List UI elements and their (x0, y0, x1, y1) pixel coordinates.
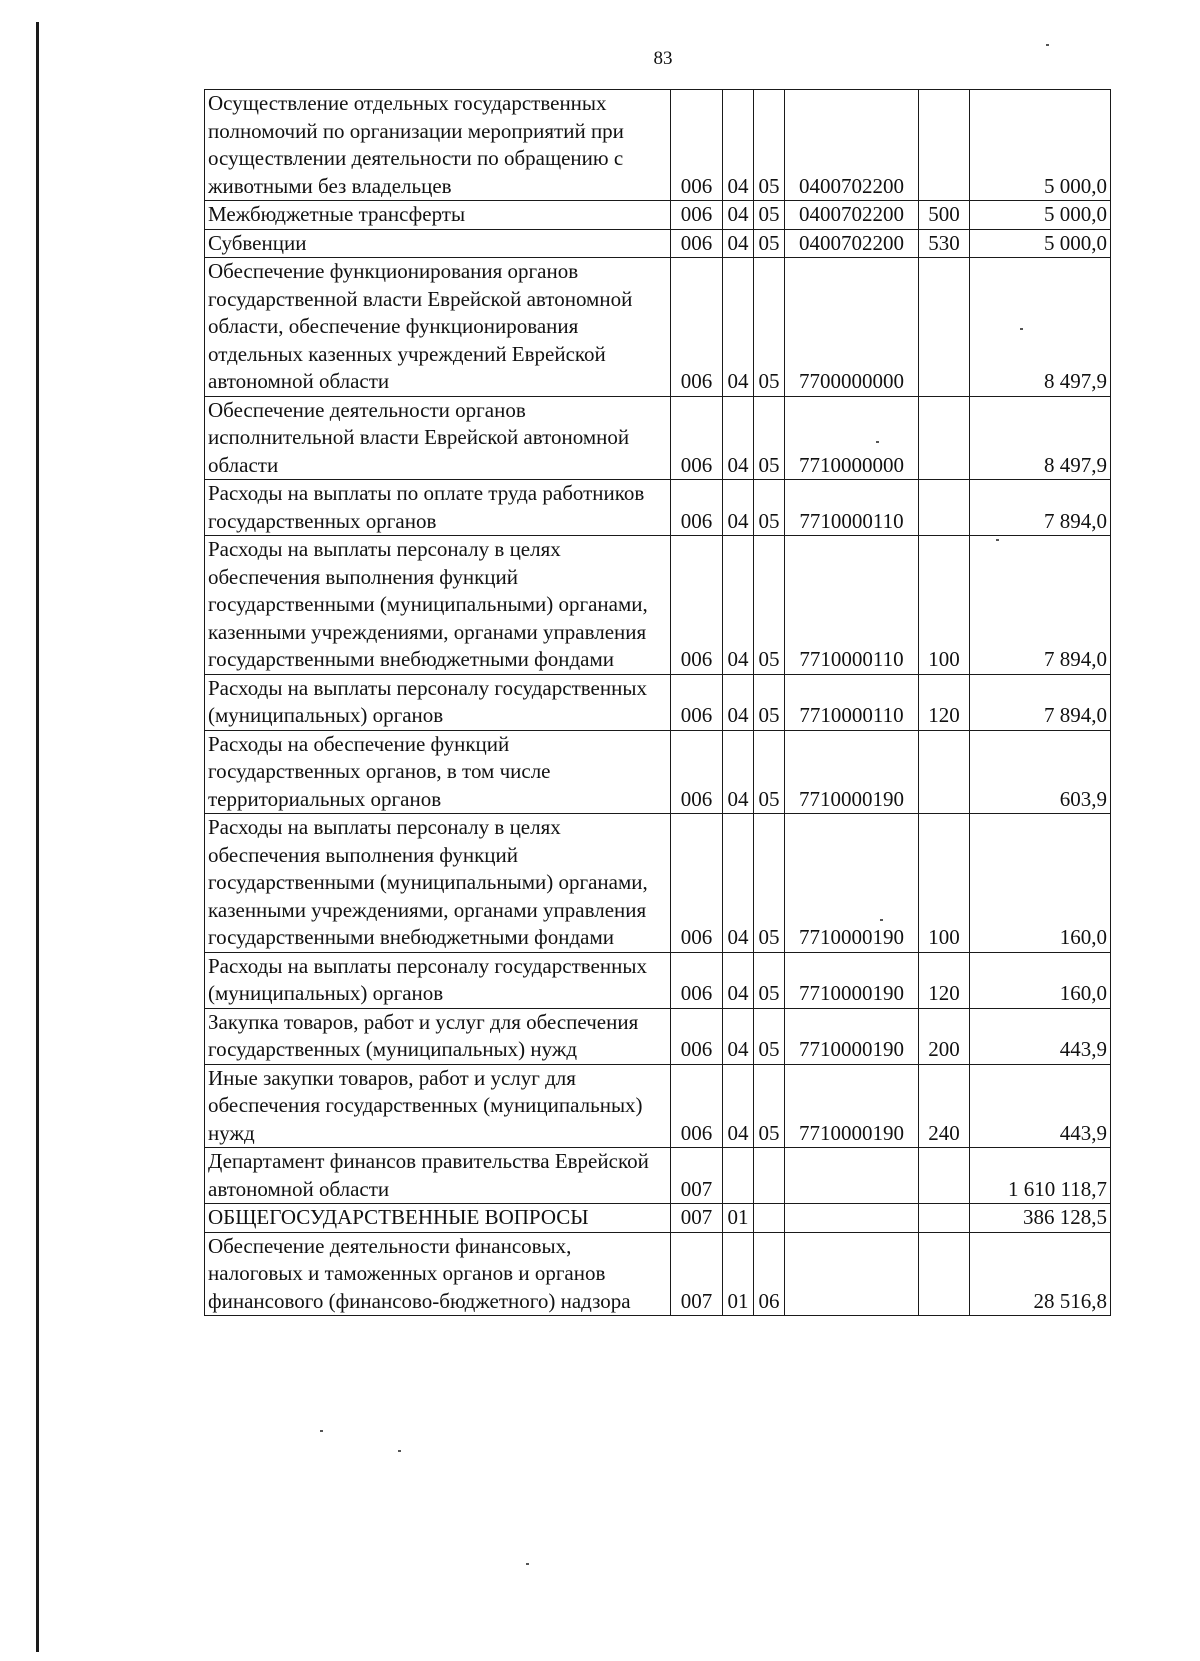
row-target-article (785, 1148, 919, 1204)
table-row (205, 1148, 1111, 1204)
row-section-code: 04 (723, 730, 754, 814)
table-row (205, 258, 1111, 397)
table-row (205, 201, 1111, 230)
row-sum: 7 894,0 (970, 536, 1111, 675)
row-target-article: 7710000190 (785, 1064, 919, 1148)
table-row (205, 229, 1111, 258)
scan-speck (526, 1563, 529, 1565)
row-subsection-code: 05 (754, 814, 785, 953)
row-target-article: 7710000110 (785, 674, 919, 730)
row-subsection-code: 05 (754, 229, 785, 258)
row-subsection-code: 05 (754, 201, 785, 230)
row-target-article: 7700000000 (785, 258, 919, 397)
row-section-code: 04 (723, 536, 754, 675)
row-sum: 603,9 (970, 730, 1111, 814)
row-section-code: 04 (723, 814, 754, 953)
scan-speck (880, 919, 883, 921)
row-section-code: 04 (723, 480, 754, 536)
row-name: Обеспечение функционирования органов государственной власти Еврейской автономной области, обеспечение функционирования отдельных казенных учреждений Еврейской автономной области (205, 258, 671, 397)
row-subsection-code: 05 (754, 258, 785, 397)
scan-speck (996, 539, 999, 541)
row-expense-type: 200 (919, 1008, 970, 1064)
row-expense-type (919, 1148, 970, 1204)
row-target-article: 0400702200 (785, 201, 919, 230)
row-ved-code: 006 (671, 480, 723, 536)
row-ved-code: 006 (671, 229, 723, 258)
row-subsection-code (754, 1148, 785, 1204)
row-expense-type (919, 258, 970, 397)
row-subsection-code: 05 (754, 1008, 785, 1064)
table-row (205, 536, 1111, 675)
scan-speck (1046, 44, 1049, 46)
row-subsection-code: 05 (754, 396, 785, 480)
row-subsection-code: 05 (754, 674, 785, 730)
row-expense-type (919, 1232, 970, 1316)
row-target-article: 7710000110 (785, 480, 919, 536)
scan-speck (398, 1450, 401, 1452)
row-subsection-code: 05 (754, 730, 785, 814)
table-row (205, 396, 1111, 480)
scan-edge-line (36, 22, 39, 1652)
row-ved-code: 006 (671, 1064, 723, 1148)
row-sum: 5 000,0 (970, 229, 1111, 258)
table-row (205, 1008, 1111, 1064)
table-row (205, 480, 1111, 536)
row-subsection-code: 05 (754, 1064, 785, 1148)
scan-speck (1020, 328, 1023, 330)
row-section-code: 04 (723, 952, 754, 1008)
row-sum: 8 497,9 (970, 396, 1111, 480)
row-name: Расходы на обеспечение функций государственных органов, в том числе территориальных органов (205, 730, 671, 814)
row-ved-code: 006 (671, 952, 723, 1008)
row-target-article: 0400702200 (785, 90, 919, 201)
row-sum: 7 894,0 (970, 674, 1111, 730)
row-sum: 8 497,9 (970, 258, 1111, 397)
row-ved-code: 007 (671, 1204, 723, 1233)
row-name: Обеспечение деятельности органов исполнительной власти Еврейской автономной области (205, 396, 671, 480)
row-target-article: 7710000190 (785, 952, 919, 1008)
page-number: 83 (653, 48, 673, 69)
row-expense-type: 240 (919, 1064, 970, 1148)
row-target-article: 0400702200 (785, 229, 919, 258)
budget-table (204, 89, 1111, 1316)
row-sum: 160,0 (970, 952, 1111, 1008)
row-target-article: 7710000190 (785, 730, 919, 814)
table-row (205, 952, 1111, 1008)
row-section-code (723, 1148, 754, 1204)
row-section-code: 04 (723, 90, 754, 201)
row-ved-code: 006 (671, 396, 723, 480)
row-ved-code: 006 (671, 814, 723, 953)
row-ved-code: 007 (671, 1148, 723, 1204)
row-expense-type (919, 1204, 970, 1233)
row-name: Иные закупки товаров, работ и услуг для обеспечения государственных (муниципальных) нужд (205, 1064, 671, 1148)
row-name: Департамент финансов правительства Еврейской автономной области (205, 1148, 671, 1204)
scan-speck (320, 1430, 323, 1432)
row-sum: 386 128,5 (970, 1204, 1111, 1233)
row-name: Расходы на выплаты персоналу государственных (муниципальных) органов (205, 674, 671, 730)
row-subsection-code: 05 (754, 952, 785, 1008)
table-row (205, 814, 1111, 953)
row-target-article: 7710000110 (785, 536, 919, 675)
row-name: Обеспечение деятельности финансовых, налоговых и таможенных органов и органов финансового (финансово-бюджетного) надзора (205, 1232, 671, 1316)
row-section-code: 01 (723, 1232, 754, 1316)
table-row (205, 1064, 1111, 1148)
row-target-article: 7710000190 (785, 1008, 919, 1064)
row-name: Межбюджетные трансферты (205, 201, 671, 230)
row-expense-type (919, 730, 970, 814)
row-subsection-code: 05 (754, 480, 785, 536)
row-expense-type: 100 (919, 536, 970, 675)
row-name: Осуществление отдельных государственных полномочий по организации мероприятий при осуществлении деятельности по обращению с животными без владельцев (205, 90, 671, 201)
row-name: Расходы на выплаты персоналу государственных (муниципальных) органов (205, 952, 671, 1008)
table-row (205, 1204, 1111, 1233)
table-row (205, 730, 1111, 814)
row-expense-type (919, 396, 970, 480)
row-sum: 5 000,0 (970, 201, 1111, 230)
row-ved-code: 006 (671, 258, 723, 397)
row-target-article (785, 1232, 919, 1316)
row-name: Расходы на выплаты персоналу в целях обеспечения выполнения функций государственными (муниципальными) органами, казенными учреждениями, органами управления государственными внебюджетными фондами (205, 814, 671, 953)
row-sum: 28 516,8 (970, 1232, 1111, 1316)
row-subsection-code: 06 (754, 1232, 785, 1316)
row-expense-type: 500 (919, 201, 970, 230)
row-subsection-code: 05 (754, 90, 785, 201)
row-section-code: 04 (723, 1008, 754, 1064)
row-section-code: 04 (723, 674, 754, 730)
row-name: Расходы на выплаты персоналу в целях обеспечения выполнения функций государственными (муниципальными) органами, казенными учреждениями, органами управления государственными внебюджетными фондами (205, 536, 671, 675)
row-expense-type (919, 480, 970, 536)
row-expense-type: 120 (919, 674, 970, 730)
row-name: Расходы на выплаты по оплате труда работников государственных органов (205, 480, 671, 536)
row-sum: 7 894,0 (970, 480, 1111, 536)
row-name: Закупка товаров, работ и услуг для обеспечения государственных (муниципальных) нужд (205, 1008, 671, 1064)
row-section-code: 04 (723, 229, 754, 258)
row-section-code: 04 (723, 1064, 754, 1148)
row-ved-code: 006 (671, 674, 723, 730)
table-row (205, 90, 1111, 201)
row-ved-code: 006 (671, 201, 723, 230)
row-name: ОБЩЕГОСУДАРСТВЕННЫЕ ВОПРОСЫ (205, 1204, 671, 1233)
row-sum: 443,9 (970, 1008, 1111, 1064)
row-subsection-code: 05 (754, 536, 785, 675)
row-sum: 5 000,0 (970, 90, 1111, 201)
row-sum: 443,9 (970, 1064, 1111, 1148)
row-section-code: 04 (723, 258, 754, 397)
row-target-article: 7710000000 (785, 396, 919, 480)
row-ved-code: 006 (671, 1008, 723, 1064)
row-section-code: 04 (723, 201, 754, 230)
row-expense-type: 120 (919, 952, 970, 1008)
row-target-article: 7710000190 (785, 814, 919, 953)
row-expense-type: 530 (919, 229, 970, 258)
row-ved-code: 006 (671, 536, 723, 675)
row-target-article (785, 1204, 919, 1233)
row-ved-code: 006 (671, 90, 723, 201)
row-sum: 1 610 118,7 (970, 1148, 1111, 1204)
row-section-code: 01 (723, 1204, 754, 1233)
row-expense-type: 100 (919, 814, 970, 953)
row-ved-code: 006 (671, 730, 723, 814)
table-row (205, 674, 1111, 730)
budget-table-body (205, 90, 1111, 1316)
row-sum: 160,0 (970, 814, 1111, 953)
table-row (205, 1232, 1111, 1316)
row-name: Субвенции (205, 229, 671, 258)
row-expense-type (919, 90, 970, 201)
row-ved-code: 007 (671, 1232, 723, 1316)
row-section-code: 04 (723, 396, 754, 480)
row-subsection-code (754, 1204, 785, 1233)
scan-speck (876, 441, 879, 443)
